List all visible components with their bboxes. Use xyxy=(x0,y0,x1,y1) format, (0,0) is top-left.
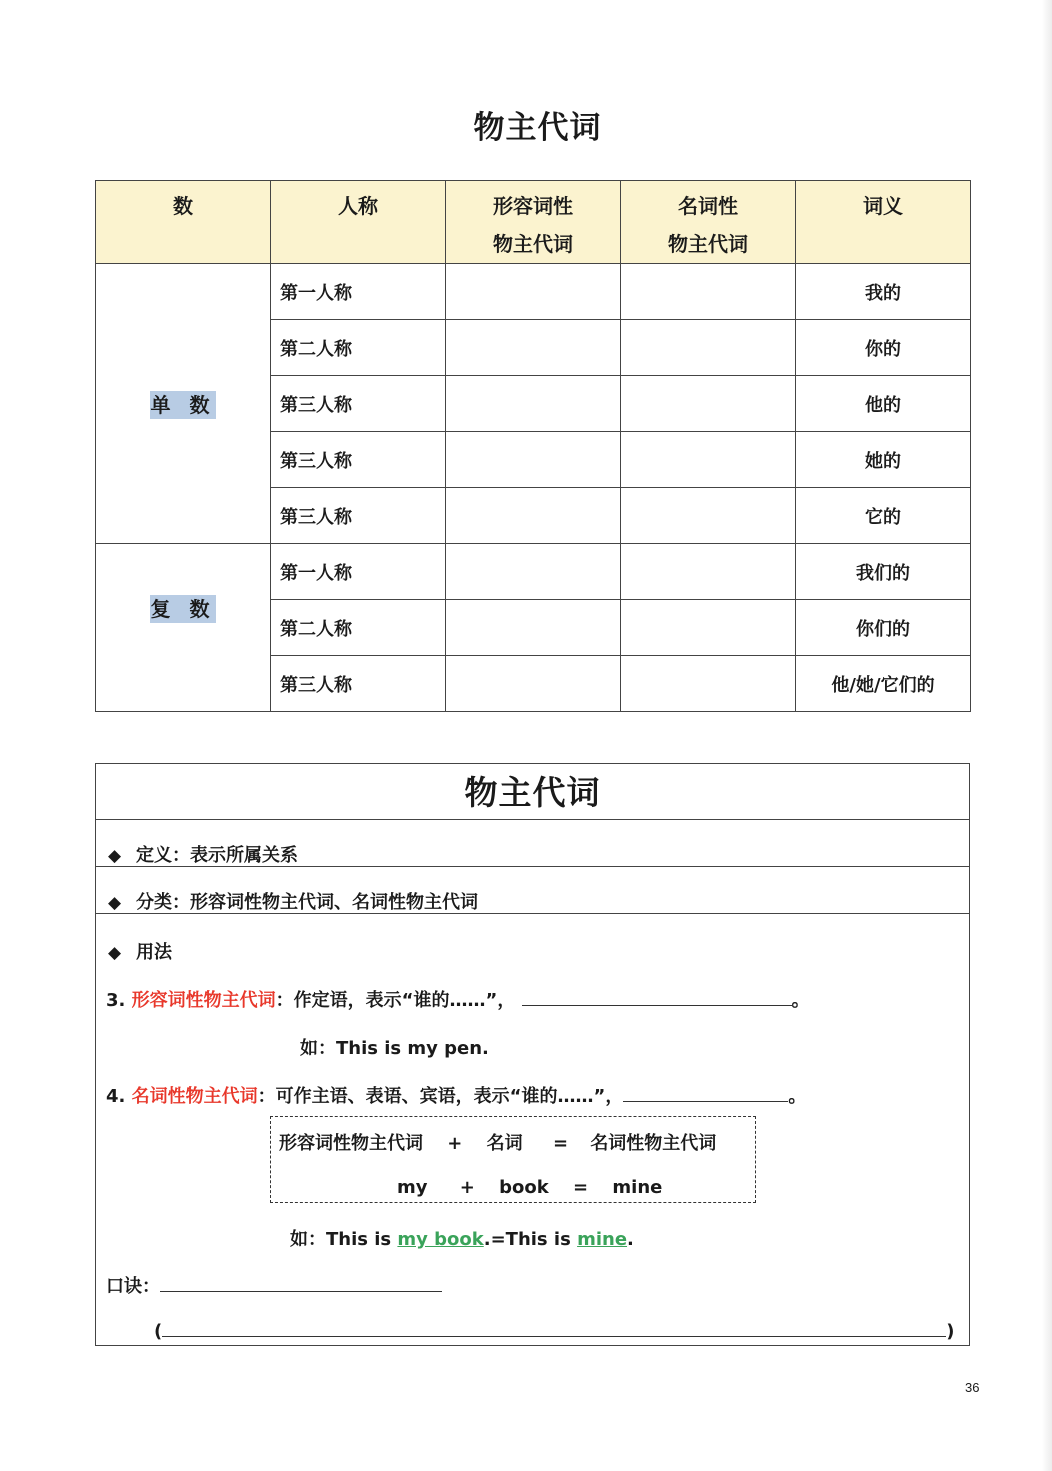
adjective-pronoun-term: 形容词性物主代词 xyxy=(131,990,276,1011)
mnemonic-row xyxy=(106,1272,442,1298)
paren-close: ) xyxy=(946,1321,955,1342)
person-cell: 第三人称 xyxy=(271,656,446,712)
table-header-row xyxy=(96,181,971,264)
formula-example-book: book xyxy=(499,1177,549,1198)
box-title: 物主代词 xyxy=(96,764,969,820)
item-4 xyxy=(106,1082,806,1108)
formula-example-equals: = xyxy=(573,1177,589,1198)
adjective-pronoun-cell xyxy=(446,600,621,656)
meaning-cell: 你们的 xyxy=(796,600,971,656)
noun-pronoun-term: 名词性物主代词 xyxy=(131,1086,258,1107)
item-4-end: 。 xyxy=(788,1086,807,1107)
classification-row xyxy=(96,867,969,914)
meaning-cell: 我的 xyxy=(796,264,971,320)
noun-pronoun-cell xyxy=(621,544,796,600)
page-edge-shadow xyxy=(1042,0,1052,1471)
noun-pronoun-cell xyxy=(621,376,796,432)
plural-cell xyxy=(96,544,271,712)
example-2 xyxy=(290,1225,634,1251)
answer-blank[interactable] xyxy=(623,1085,788,1102)
diamond-bullet-icon: ◆ xyxy=(108,846,122,866)
adjective-pronoun-cell xyxy=(446,432,621,488)
meaning-cell: 你的 xyxy=(796,320,971,376)
usage-label: 用法 xyxy=(136,942,172,963)
adjective-pronoun-cell xyxy=(446,376,621,432)
diamond-bullet-icon: ◆ xyxy=(108,893,122,913)
formula-equals: = xyxy=(552,1133,569,1154)
translation-row xyxy=(154,1320,954,1342)
meaning-cell: 他/她/它们的 xyxy=(796,656,971,712)
formula-plus: + xyxy=(447,1133,463,1154)
plural-label: 复 数 xyxy=(150,597,216,621)
noun-pronoun-cell xyxy=(621,600,796,656)
mnemonic-label: 口诀： xyxy=(106,1276,160,1297)
adjective-pronoun-cell xyxy=(446,544,621,600)
formula-example-mine: mine xyxy=(612,1177,663,1198)
item-3-text: ：作定语，表示“谁的……”， xyxy=(275,990,516,1011)
adjective-pronoun-cell xyxy=(446,320,621,376)
header-noun-pronoun: 名词性 物主代词 xyxy=(621,181,796,264)
mnemonic-blank[interactable] xyxy=(160,1275,442,1292)
item-4-number: 4. xyxy=(106,1086,126,1107)
adjective-pronoun-cell xyxy=(446,264,621,320)
formula-noun: 名词 xyxy=(486,1133,523,1154)
person-cell: 第二人称 xyxy=(271,600,446,656)
example-2-mine: mine xyxy=(577,1229,628,1250)
item-3 xyxy=(106,986,810,1012)
header-adjective-pronoun: 形容词性 物主代词 xyxy=(446,181,621,264)
table-row xyxy=(96,264,971,320)
item-3-number: 3. xyxy=(106,990,126,1011)
noun-pronoun-cell xyxy=(621,432,796,488)
definition-row xyxy=(96,820,969,867)
singular-cell xyxy=(96,264,271,544)
formula-example-plus: + xyxy=(459,1177,475,1198)
classification-text: 分类：形容词性物主代词、名词性物主代词 xyxy=(136,892,478,913)
noun-pronoun-cell xyxy=(621,488,796,544)
person-cell: 第三人称 xyxy=(271,376,446,432)
example-2-prefix: 如：This is xyxy=(290,1229,398,1250)
definition-text: 定义：表示所属关系 xyxy=(136,845,298,866)
usage-heading xyxy=(108,938,172,964)
formula-result: 名词性物主代词 xyxy=(590,1133,717,1154)
meaning-cell: 她的 xyxy=(796,432,971,488)
formula-box xyxy=(270,1116,756,1203)
page-title: 物主代词 xyxy=(473,110,602,146)
page-number: 36 xyxy=(965,1380,980,1395)
header-meaning: 词义 xyxy=(796,181,971,264)
usage-box xyxy=(95,763,970,1346)
table-row xyxy=(96,544,971,600)
pronoun-table xyxy=(95,180,971,712)
header-number: 数 xyxy=(96,181,271,264)
translation-blank[interactable] xyxy=(162,1320,946,1337)
person-cell: 第二人称 xyxy=(271,320,446,376)
singular-label: 单 数 xyxy=(150,393,216,417)
header-person: 人称 xyxy=(271,181,446,264)
person-cell: 第三人称 xyxy=(271,432,446,488)
example-2-suffix: . xyxy=(627,1229,634,1250)
noun-pronoun-cell xyxy=(621,264,796,320)
diamond-bullet-icon: ◆ xyxy=(108,943,122,963)
formula-line xyxy=(279,1129,716,1155)
meaning-cell: 我们的 xyxy=(796,544,971,600)
noun-pronoun-cell xyxy=(621,656,796,712)
formula-example-line xyxy=(397,1177,662,1198)
formula-example-my: my xyxy=(397,1177,428,1198)
example-1: 如：This is my pen. xyxy=(300,1038,489,1059)
example-2-middle: .=This is xyxy=(483,1229,578,1250)
paren-open: ( xyxy=(154,1321,163,1342)
person-cell: 第一人称 xyxy=(271,544,446,600)
person-cell: 第三人称 xyxy=(271,488,446,544)
example-2-my-book: my book xyxy=(397,1229,484,1250)
answer-blank[interactable] xyxy=(522,989,792,1006)
formula-adjective: 形容词性物主代词 xyxy=(279,1133,423,1154)
item-3-end: 。 xyxy=(791,990,810,1011)
adjective-pronoun-cell xyxy=(446,488,621,544)
noun-pronoun-cell xyxy=(621,320,796,376)
item-4-text: ：可作主语、表语、宾语，表示“谁的……”， xyxy=(257,1086,624,1107)
adjective-pronoun-cell xyxy=(446,656,621,712)
person-cell: 第一人称 xyxy=(271,264,446,320)
meaning-cell: 他的 xyxy=(796,376,971,432)
meaning-cell: 它的 xyxy=(796,488,971,544)
